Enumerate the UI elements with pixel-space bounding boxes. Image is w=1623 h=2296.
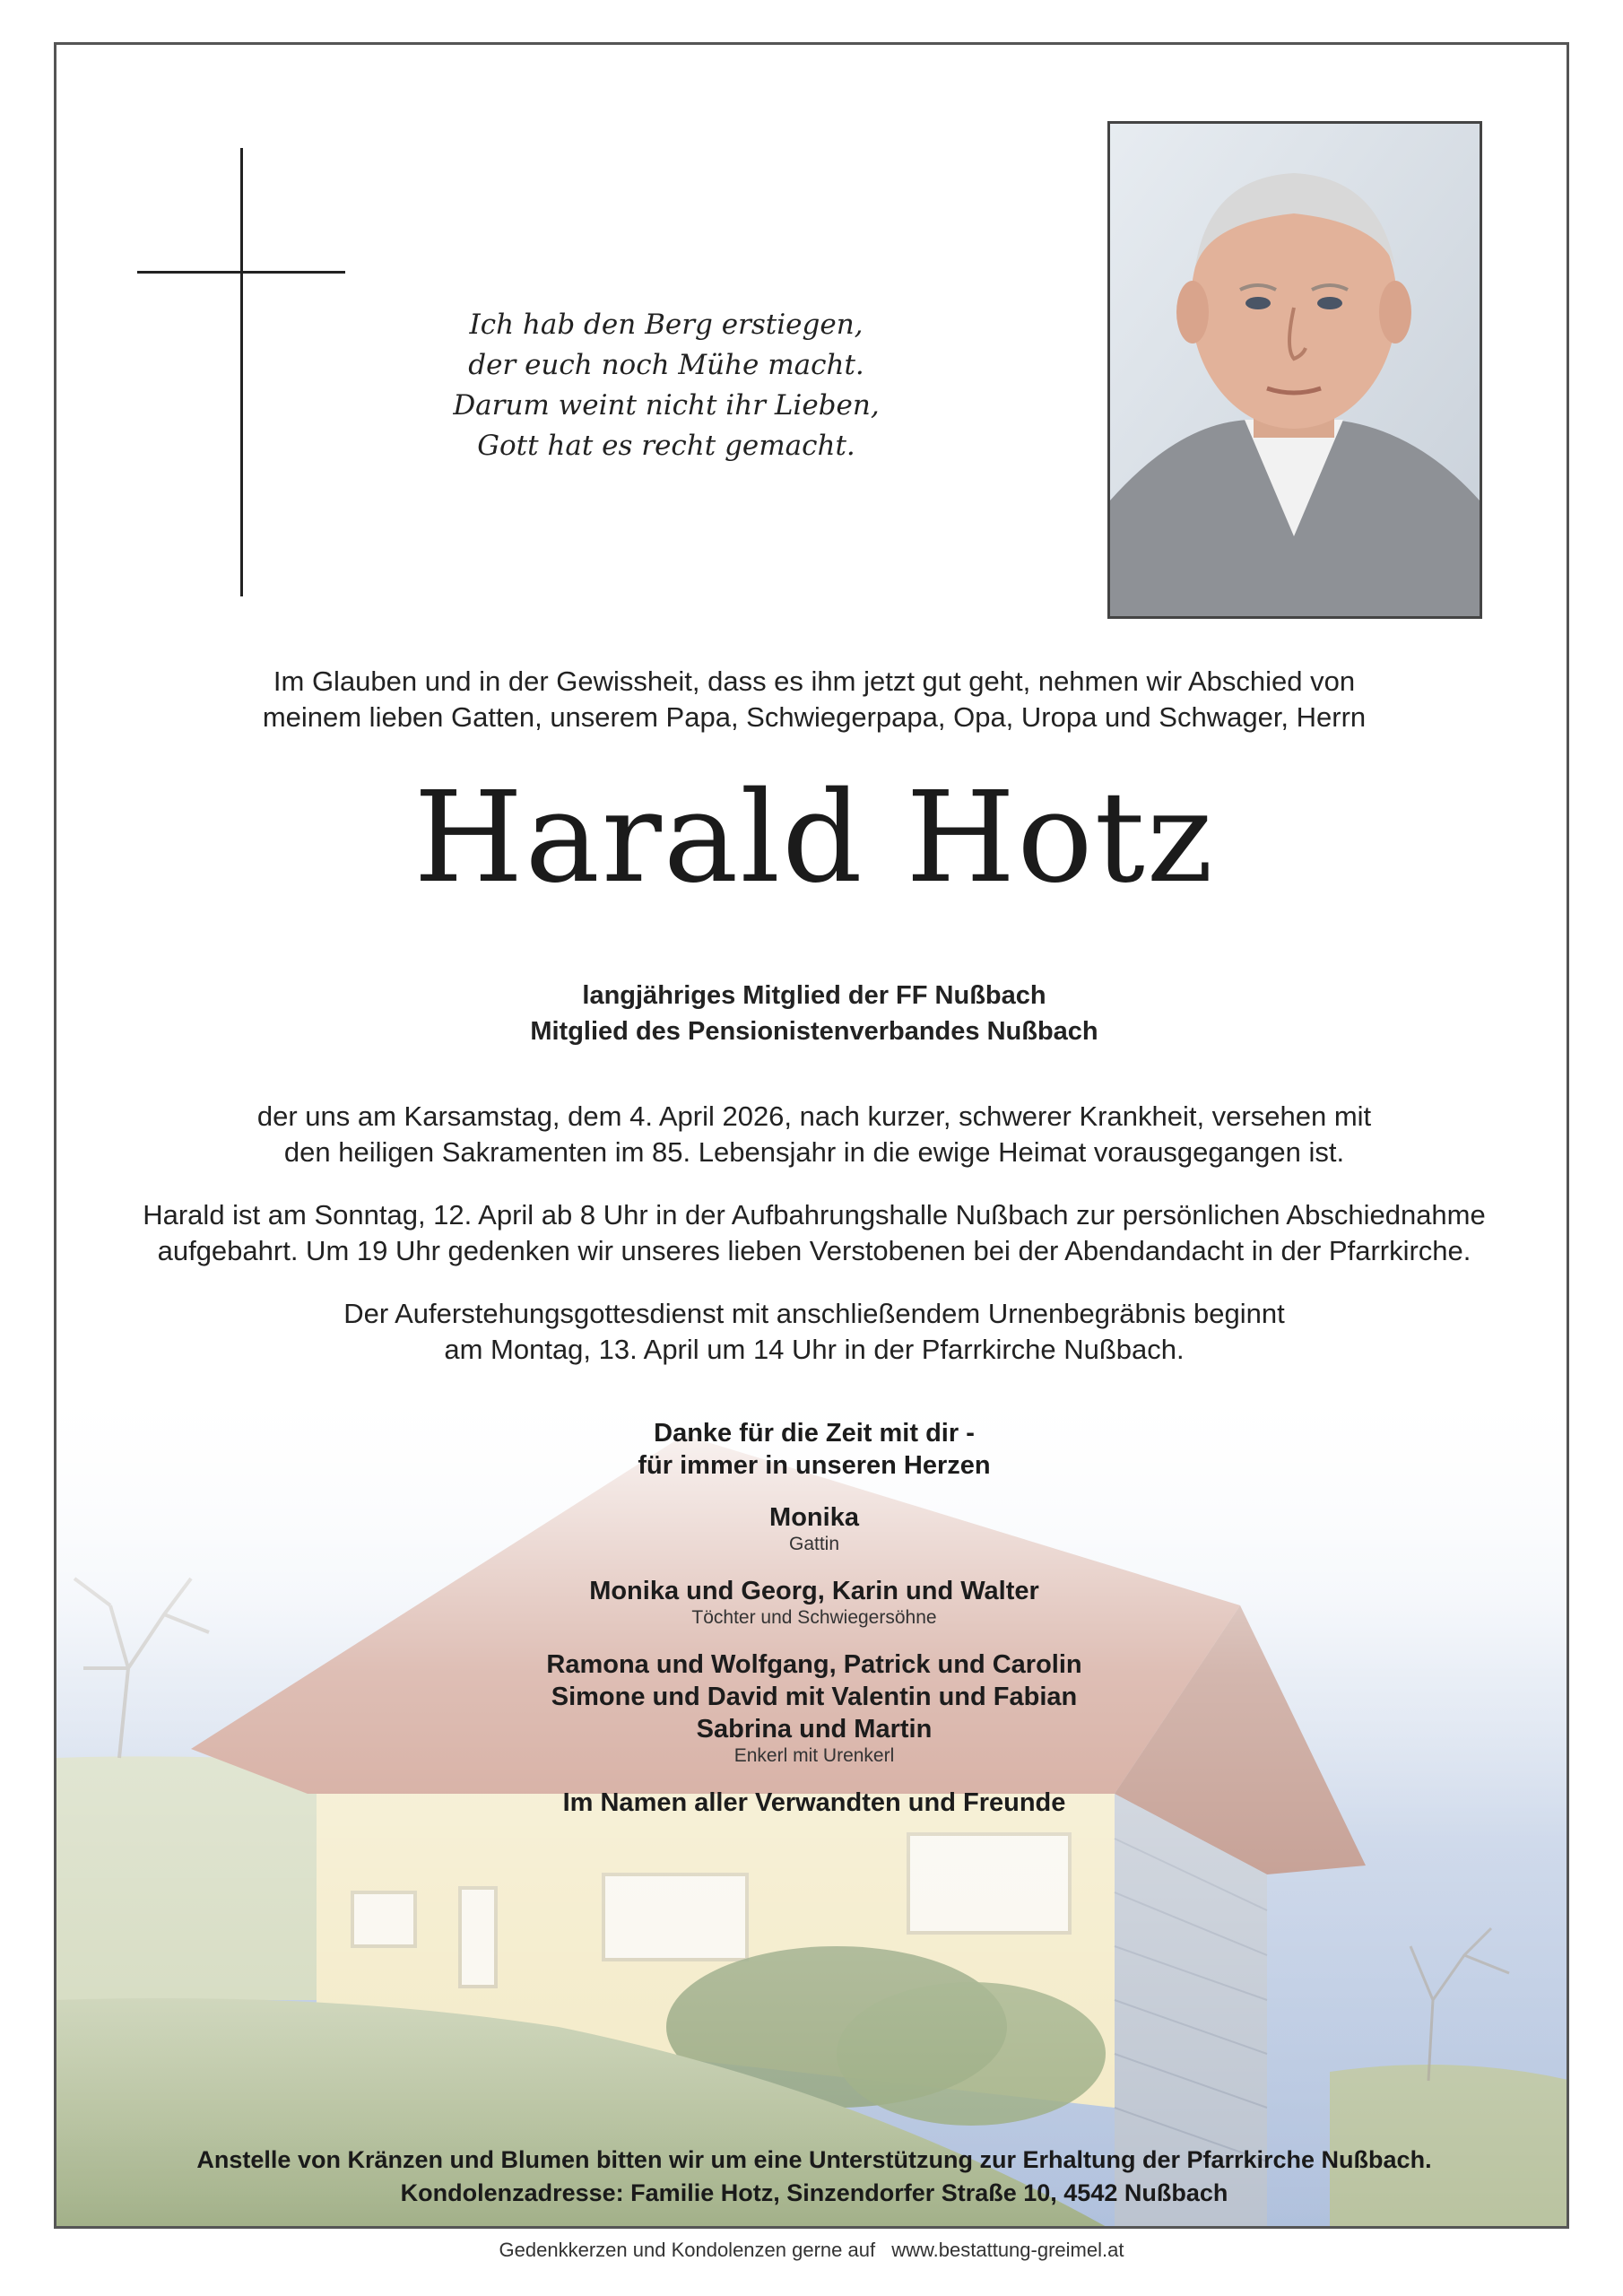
memberships <box>56 978 1569 1049</box>
parte-card <box>54 42 1569 2229</box>
daughters-relation: Töchter und Schwiegersöhne <box>691 1607 937 1628</box>
cross-vertical-bar <box>240 148 243 596</box>
spouse-relation: Gattin <box>788 1534 840 1554</box>
website-link[interactable]: www.bestattung-greimel.at <box>891 2239 1124 2261</box>
portrait-photo <box>1107 121 1482 619</box>
daughters-names: Monika und Georg, Karin und Walter <box>589 1577 1039 1605</box>
grandchildren-names: Ramona und Wolfgang, Patrick und Carolin <box>546 1650 1082 1679</box>
poem-line: Ich hab den Berg erstiegen, <box>469 309 864 341</box>
donation-and-address <box>56 2144 1569 2210</box>
grandchildren-names: Sabrina und Martin <box>696 1715 933 1744</box>
poem-line: der euch noch Mühe macht. <box>468 349 864 381</box>
donation-line: Anstelle von Kränzen und Blumen bitten wir um eine Unterstützung zur Erhaltung der Pfarrkirche Nußbach. <box>196 2146 1432 2173</box>
mourners-list <box>56 1417 1569 1819</box>
grandchildren-names: Simone und David mit Valentin und Fabian <box>551 1683 1078 1711</box>
thanks-line: für immer in unseren Herzen <box>638 1451 991 1480</box>
membership-line: Mitglied des Pensionistenverbandes Nußbach <box>530 1017 1098 1046</box>
others-line: Im Namen aller Verwandten und Freunde <box>562 1788 1066 1817</box>
grandchildren-relation: Enkerl mit Urenkerl <box>733 1745 895 1766</box>
web-note <box>0 2238 1623 2263</box>
death-notice <box>92 1099 1536 1170</box>
intro-line: Im Glauben und in der Gewissheit, dass es ihm jetzt gut geht, nehmen wir Abschied von <box>273 665 1356 697</box>
viewing-notice <box>92 1197 1536 1269</box>
cross-horizontal-bar <box>137 271 345 274</box>
death-notice-line: der uns am Karsamstag, dem 4. April 2026, nach kurzer, schwerer Krankheit, versehen mit <box>256 1100 1372 1132</box>
service-notice-line: am Montag, 13. April um 14 Uhr in der Pfarrkirche Nußbach. <box>444 1334 1185 1365</box>
poem-line: Darum weint nicht ihr Lieben, <box>453 389 880 422</box>
service-notice-line: Der Auferstehungsgottesdienst mit anschließendem Urnenbegräbnis beginnt <box>343 1298 1285 1329</box>
condolence-address: Kondolenzadresse: Familie Hotz, Sinzendorfer Straße 10, 4542 Nußbach <box>400 2179 1228 2206</box>
service-notice <box>92 1296 1536 1368</box>
death-notice-line: den heiligen Sakramenten im 85. Lebensjahr in die ewige Heimat vorausgegangen ist. <box>283 1136 1345 1168</box>
spouse-name: Monika <box>769 1503 859 1532</box>
intro-line: meinem lieben Gatten, unserem Papa, Schwiegerpapa, Opa, Uropa und Schwager, Herrn <box>262 701 1367 733</box>
poem-line: Gott hat es recht gemacht. <box>477 430 855 462</box>
thanks-line: Danke für die Zeit mit dir - <box>654 1419 975 1448</box>
web-note-text: Gedenkkerzen und Kondolenzen gerne auf <box>499 2239 876 2261</box>
viewing-notice-line: aufgebahrt. Um 19 Uhr gedenken wir unseres lieben Verstobenen bei der Abendandacht in der Pfarrkirche. <box>157 1235 1471 1266</box>
viewing-notice-line: Harald ist am Sonntag, 12. April ab 8 Uhr in der Aufbahrungshalle Nußbach zur persönlichen Abschiednahme <box>143 1199 1486 1231</box>
poem <box>397 305 935 466</box>
membership-line: langjähriges Mitglied der FF Nußbach <box>582 981 1046 1010</box>
deceased-name: Harald Hotz <box>413 765 1215 911</box>
intro-text <box>128 664 1500 735</box>
